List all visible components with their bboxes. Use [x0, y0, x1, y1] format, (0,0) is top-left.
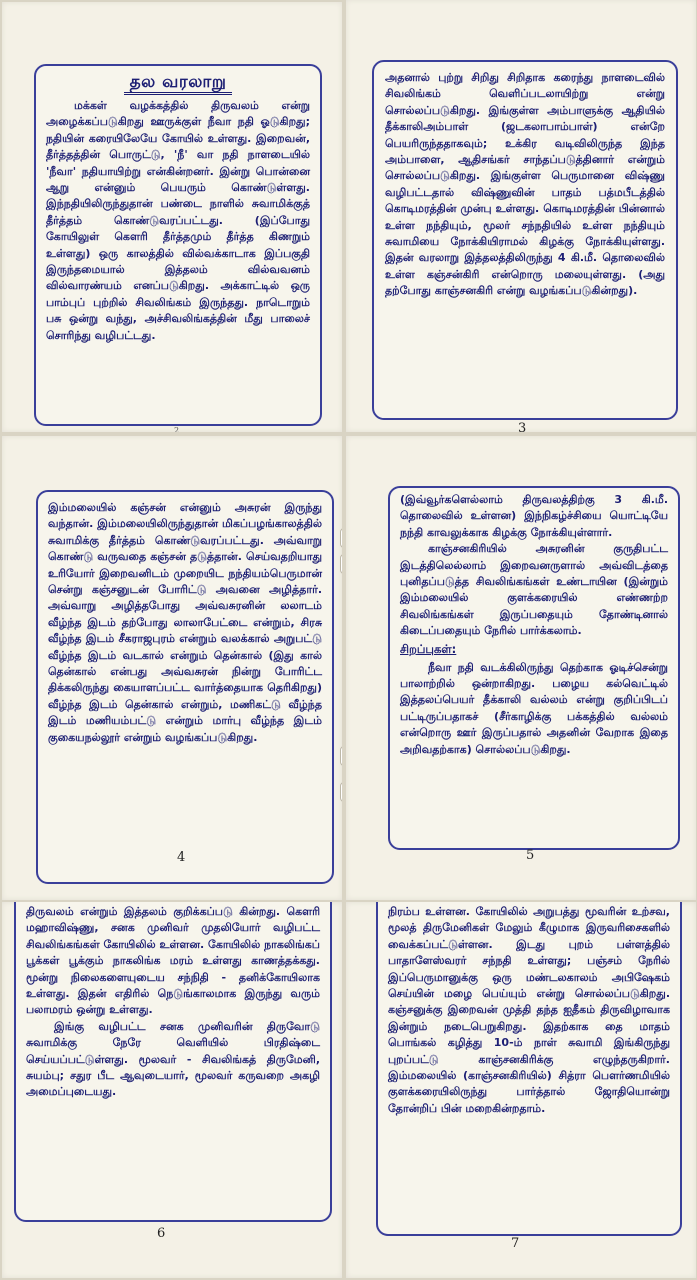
page-5-paragraph-2: காஞ்சனகிரியில் அசுரனின் குருதிபட்ட இடத்திலெல்லாம் இறைவனருளால் அவ்விடத்தை புனிதப்படுத்த சிவலிங்கங்கள் உண்டாயின (இன்றும் இம்மலையில் குளக்கரையில் எண்ணற்ற சிவலிங்கங்கள் இருப்பதையும் தோண்டினால் கிடைப்பதையும் நேரில் பார்க்கலாம். — [400, 542, 668, 638]
page-5-paragraph-1: (இவ்வூர்களெல்லாம் திருவலத்திற்கு 3 கி.மீ. தொலைவில் உள்ளன) இந்நிகழ்ச்சியை யொட்டியே நந்தி காவலுக்காக கிழக்கு நோக்கியுள்ளார். — [400, 493, 668, 539]
binding-hole — [340, 782, 342, 802]
page-7-paragraph: நிரம்ப உள்ளன. கோயிலில் அறுபத்து மூவரின் உற்சவ, மூலத் திருமேனிகள் மேலும் கீழுமாக இருவரிசைகளில் வைக்கப்பட்டுள்ளன. இடது புறம் பள்ளத்தில் பாதாளேஸ்வரர் சந்நதி உள்ளது; பஞ்சம் நேரில் இப்பெருமானுக்கு ஒரு மண்டலகாலம் அபிஷேகம் செய்யின் மழை பெய்யும் என்று சொல்லப்படுகிறது. கஞ்சனுக்கு இறைவன் முத்தி தந்த ஐதீகம் திருவிழாவாக இன்றும் நடைபெறுகிறது. இதற்காக தை மாதம் பொங்கல் கழித்து 10-ம் நாள் சுவாமி இங்கிருந்து புறப்பட்டு காஞ்சனகிரிக்கு எழுந்தருகிறார். இம்மலையில் (காஞ்சனகிரியில்) சித்ரா பௌர்ணமியில் குளக்கரையிலிருந்து பார்த்தால் ஜோதியொன்று தோன்றிப் பின் மறைகின்றதாம். — [388, 905, 670, 1115]
page-3-number: 3 — [518, 421, 527, 432]
page-3-paragraph: அதனால் புற்று சிறிது சிறிதாக கரைந்து நாளடைவில் சிவலிங்கம் வெளிப்படலாயிற்று என்று சொல்லப்படுகிறது. இங்குள்ள அம்பாளுக்கு ஆதியில் தீக்காலிஅம்பாள் (ஜடகலாபாம்பாள்) என்றே பெயரிருந்ததாகவும்; உக்கிர வடிவிலிருந்த இந்த அம்பாளை, ஆதிசங்கர் சாந்தப்படுத்தினார் என்றும் சொல்லப்படுகிறது. இங்குள்ள பெருமானை விஷ்ணு வழிபட்டதால் விஷ்ணுவின் பாதம் பத்மபீடத்தில் கொடிமரத்தின் முன்பு உள்ளது. கொடிமரத்தின் பின்னால் உள்ள நந்தியும், மூலர் சந்நதியில் உள்ள நந்தியும் சுவாமியை நோக்கியிராமல் கிழக்கு நோக்கியுள்ளது. இதன் வரலாறு இத்தலத்திலிருந்து 4 கி.மீ. தொலைவில் உள்ள கஞ்சன்கிரி என்றொரு மலையுள்ளது. (அது தற்போது காஞ்சனகிரி என்று வழங்கப்படுகின்றது). — [385, 71, 665, 298]
page-7-number: 7 — [511, 1236, 520, 1251]
page-6 — [2, 902, 342, 1278]
page-3 — [346, 0, 696, 432]
page-4 — [2, 436, 342, 900]
page-7 — [346, 902, 696, 1278]
page-3-text-box — [372, 60, 678, 420]
page-5-subheading: சிறப்புகள்: — [400, 641, 457, 656]
page-5 — [346, 436, 696, 900]
page-6-number: 6 — [157, 1226, 166, 1241]
page-5-paragraph-3: நீவா நதி வடக்கிலிருந்து தெற்காக ஓடிச்சென்று பாலாற்றில் ஒன்றாகிறது. பழைய கல்வெட்டில் இத்தலப்பெயர் தீக்காலி வல்லம் என்று குறிப்பிடப் பட்டிருப்பதாகச் (சீர்காழிக்கு பக்கத்தில் வல்லம் என்றொரு ஊர் இருப்பதால் அதனின் வேறாக இதை அறிவதற்காக) சொல்லப்படுகிறது. — [400, 660, 668, 756]
binding-hole — [340, 528, 342, 548]
page-5-number: 5 — [526, 848, 535, 863]
page-4-number: 4 — [177, 850, 186, 865]
page-2 — [2, 2, 342, 432]
title-text: தல வரலாறு — [124, 72, 233, 95]
page-2-text-box — [34, 64, 322, 426]
binding-hole — [340, 746, 342, 766]
page-4-text-box — [36, 490, 334, 884]
page-2-paragraph: மக்கள் வழக்கத்தில் திருவலம் என்று அழைக்கப்படுகிறது ஊருக்குள் நீவா நதி ஓடுகிறது; நதியின் கரையிலேயே கோயில் உள்ளது. இறைவன், தீர்த்தத்தின் பொருட்டு, 'நீ' வா நதி நாளடையில் 'நீவா' நதியாயிற்று என்கின்றனர். இன்று பொன்னை ஆறு என்னும் பெயரும் கொண்டுள்ளது. இந்நதியிலிருந்துதான் பண்டை நாளில் சுவாமிக்குத் தீர்த்தம் கொண்டுவரப்பட்டது. (இப்போது கோயிலுள் கௌரி தீர்த்தமும் தீர்த்த கிணறும் உள்ளது) ஒரு காலத்தில் வில்வக்காடாக இப்பகுதி இருந்தமையால் இத்தலம் வில்வவனம் வில்வாரண்யம் எனப்படுகிறது. அக்காட்டில் ஒரு பாம்புப் புற்றில் சிவலிங்கம் இருந்தது. நாடொறும் பசு ஒன்று வந்து, அச்சிவலிங்கத்தின் மீது பாலைச் சொரிந்து வழிபட்டது. — [46, 99, 310, 342]
page-5-text-box — [388, 486, 680, 850]
page-6-paragraph-2: இங்கு வழிபட்ட சனக முனிவரின் திருவோடு சுவாமிக்கு நேரே வெளியில் பிரதிஷ்டை செய்யப்பட்டுள்ளது. மூலவர் - சிவலிங்கத் திருமேனி, சுயம்பு; சதுர பீட ஆவுடையார், மூலவர் கருவறை அகழி அமைப்புடையது. — [26, 1019, 320, 1099]
page-4-paragraph: இம்மலையில் கஞ்சன் என்னும் அசுரன் இருந்து வந்தான். இம்மலையிலிருந்துதான் மிகப்பழங்காலத்தில் சுவாமிக்கு தீர்த்தம் கொண்டுவரப்பட்டது. அவ்வாறு கொண்டு வருவதை கஞ்சன் தடுத்தான். செய்வதறியாது உரியோர் இறைவனிடம் முறையிட நந்தியம்பெருமான் சென்று கஞ்சனுடன் போரிட்டு அவனை அழித்தார். அவ்வாறு அழித்தபோது அவ்வசுரனின் லலாடம் வீழ்ந்த இடம் தற்போது லாலாபேட்டை என்றும், சிரசு வீழ்ந்த இடம் சீகராஜபுரம் என்றும் வலக்கால் அறுபட்டு வீழ்ந்த இடம் வடகால் என்றும் தென்கால் (இது கால் தென்கால் என்பது அவ்வசுரன் நின்று போரிட்ட திக்கலிருந்து கையாளப்பட்ட வார்த்தையாக தெரிகிறது) வீழ்ந்த இடம் தென்கால் என்றும், மணிகட்டு வீழ்ந்த இடம் மணியம்பட்டு என்றும் மார்பு வீழ்ந்த இடம் குகையநல்லூர் என்றும் வழங்கப்படுகிறது. — [48, 501, 322, 744]
page-6-text-box — [14, 902, 332, 1222]
page-title — [46, 72, 310, 94]
binding-hole — [340, 554, 342, 574]
page-6-paragraph-1: திருவலம் என்றும் இத்தலம் குறிக்கப்படு கின்றது. கௌரி மஹாவிஷ்ணு, சனக முனிவர் முதலியோர் வழிபட்ட சிவலிங்கங்கள் கோயிலில் உள்ளன. கோயிலில் நாகலிங்கப் பூக்கள் பூக்கும் நாகலிங்க மரம் உள்ளது காணத்தக்கது. மூன்று நிலைகளையுடைய சந்நிதி - தனிக்கோயிலாக உள்ளது. இதன் எதிரில் நெடுங்காலமாக இருந்து வரும் பலாமரம் ஒன்று உள்ளது. — [26, 905, 320, 1017]
page-7-text-box — [376, 902, 682, 1236]
page-2-number: 2 — [174, 426, 180, 432]
